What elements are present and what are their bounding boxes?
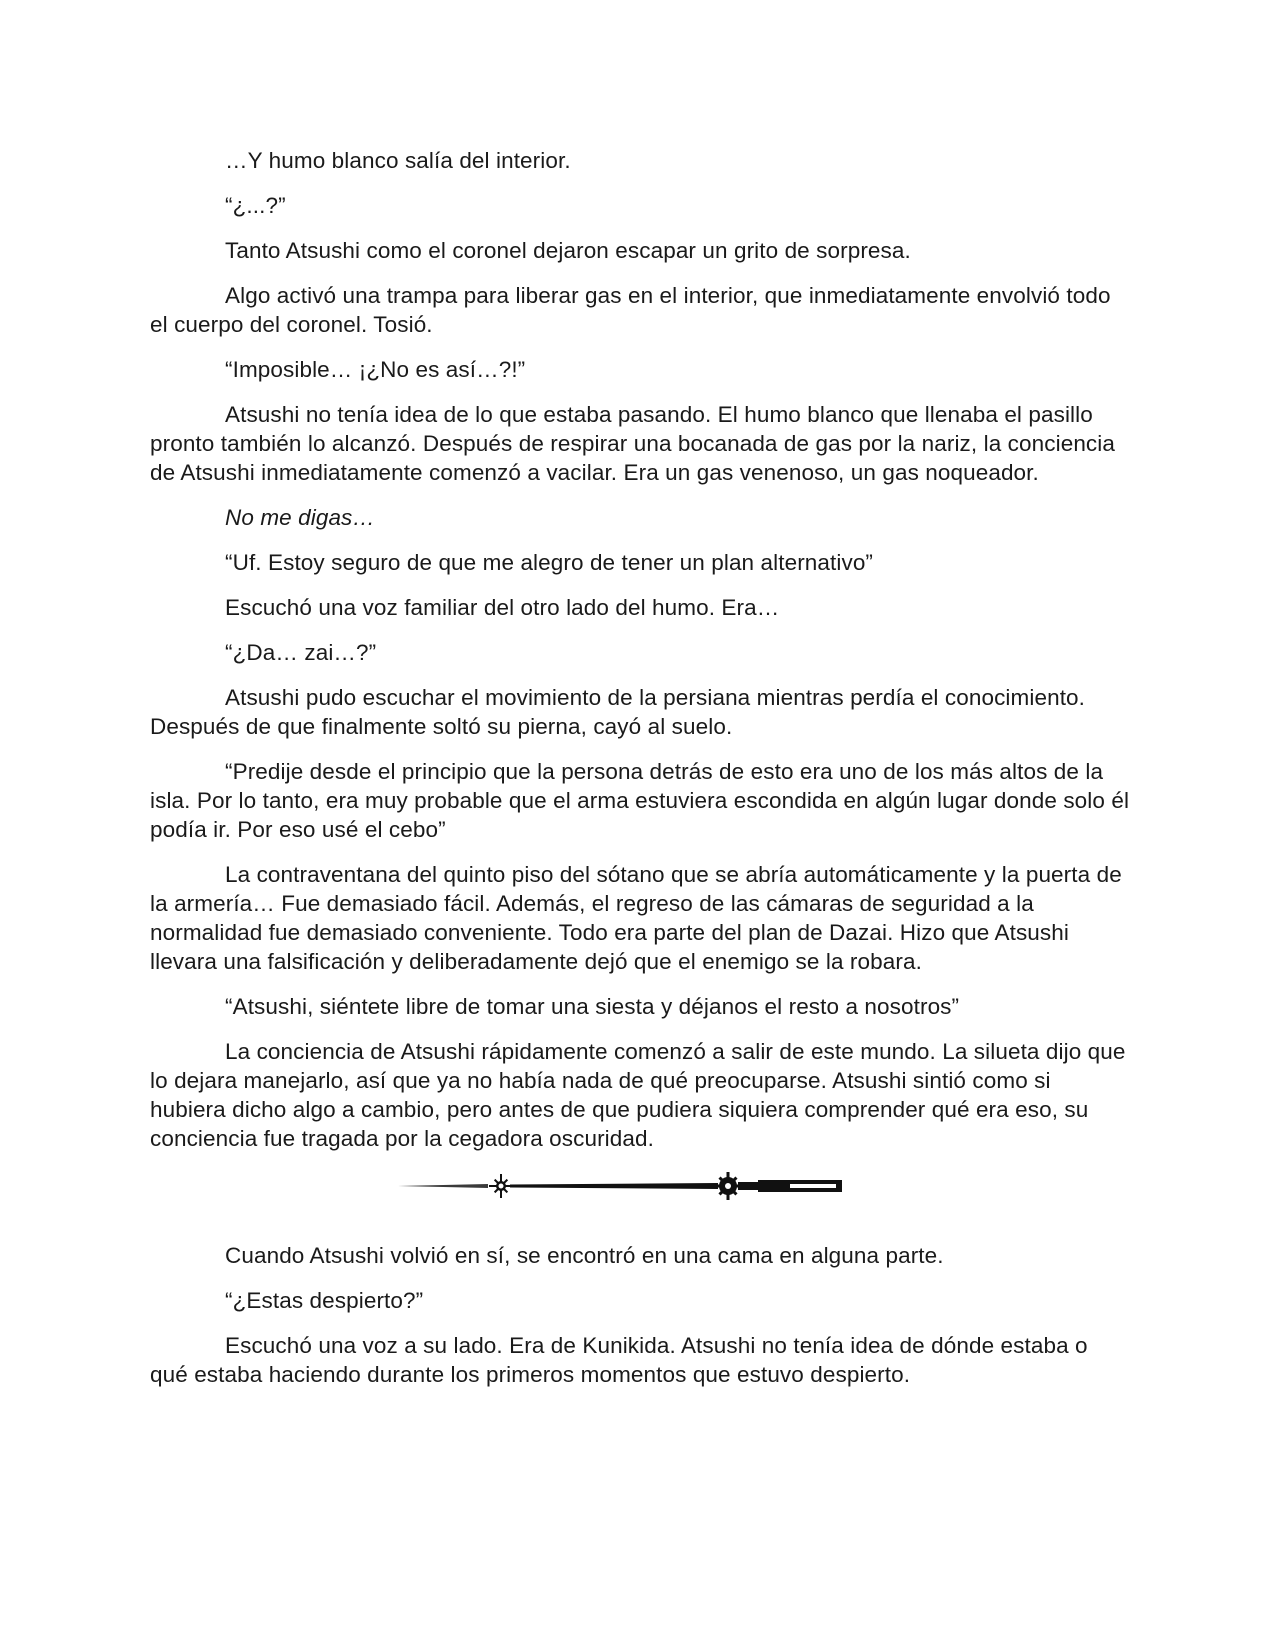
paragraph-italic: No me digas… bbox=[225, 505, 376, 530]
paragraph: Atsushi pudo escuchar el movimiento de la persiana mientras perdía el conocimiento. Después de que finalmente soltó su pierna, cayó al suelo. bbox=[150, 685, 1086, 739]
paragraph: …Y humo blanco salía del interior. bbox=[225, 148, 571, 173]
section-after-divider bbox=[150, 1241, 1130, 1389]
ornamental-divider-icon bbox=[150, 1171, 1130, 1211]
paragraph: Tanto Atsushi como el coronel dejaron escapar un grito de sorpresa. bbox=[225, 238, 911, 263]
paragraph: Cuando Atsushi volvió en sí, se encontró en una cama en alguna parte. bbox=[225, 1243, 944, 1268]
paragraph: Escuchó una voz a su lado. Era de Kunikida. Atsushi no tenía idea de dónde estaba o qué estaba haciendo durante los primeros momentos que estuvo despierto. bbox=[150, 1333, 1088, 1387]
paragraph: “Atsushi, siéntete libre de tomar una siesta y déjanos el resto a nosotros” bbox=[225, 994, 960, 1019]
paragraph: “¿Estas despierto?” bbox=[225, 1288, 424, 1313]
paragraph: “Predije desde el principio que la persona detrás de esto era uno de los más altos de la isla. Por lo tanto, era muy probable que el arma estuviera escondida en algún lugar donde solo él podía ir. Por eso usé el cebo” bbox=[150, 759, 1130, 842]
paragraph: Atsushi no tenía idea de lo que estaba pasando. El humo blanco que llenaba el pasillo pronto también lo alcanzó. Después de respirar una bocanada de gas por la nariz, la conciencia de Atsushi inmediatamente comenzó a vacilar. Era un gas venenoso, un gas noqueador. bbox=[150, 402, 1115, 485]
paragraph: “¿...?” bbox=[225, 193, 286, 218]
paragraph: La contraventana del quinto piso del sótano que se abría automáticamente y la puerta de la armería… Fue demasiado fácil. Además, el regreso de las cámaras de seguridad a la normalidad fue demasiado conveniente. Todo era parte del plan de Dazai. Hizo que Atsushi llevara una falsificación y deliberadamente dejó que el enemigo se la robara. bbox=[150, 862, 1122, 974]
paragraph: La conciencia de Atsushi rápidamente comenzó a salir de este mundo. La silueta dijo que lo dejara manejarlo, así que ya no había nada de qué preocuparse. Atsushi sintió como si hubiera dicho algo a cambio, pero antes de que pudiera siquiera comprender qué era eso, su conciencia fue tragada por la cegadora oscuridad. bbox=[150, 1039, 1126, 1151]
paragraph: “Uf. Estoy seguro de que me alegro de tener un plan alternativo” bbox=[225, 550, 874, 575]
document-page bbox=[150, 146, 1130, 1405]
paragraph: “¿Da… zai…?” bbox=[225, 640, 377, 665]
paragraph: Escuchó una voz familiar del otro lado del humo. Era… bbox=[225, 595, 780, 620]
paragraph: “Imposible… ¡¿No es así…?!” bbox=[225, 357, 526, 382]
section-before-divider bbox=[150, 146, 1130, 1153]
paragraph: Algo activó una trampa para liberar gas en el interior, que inmediatamente envolvió todo el cuerpo del coronel. Tosió. bbox=[150, 283, 1111, 337]
